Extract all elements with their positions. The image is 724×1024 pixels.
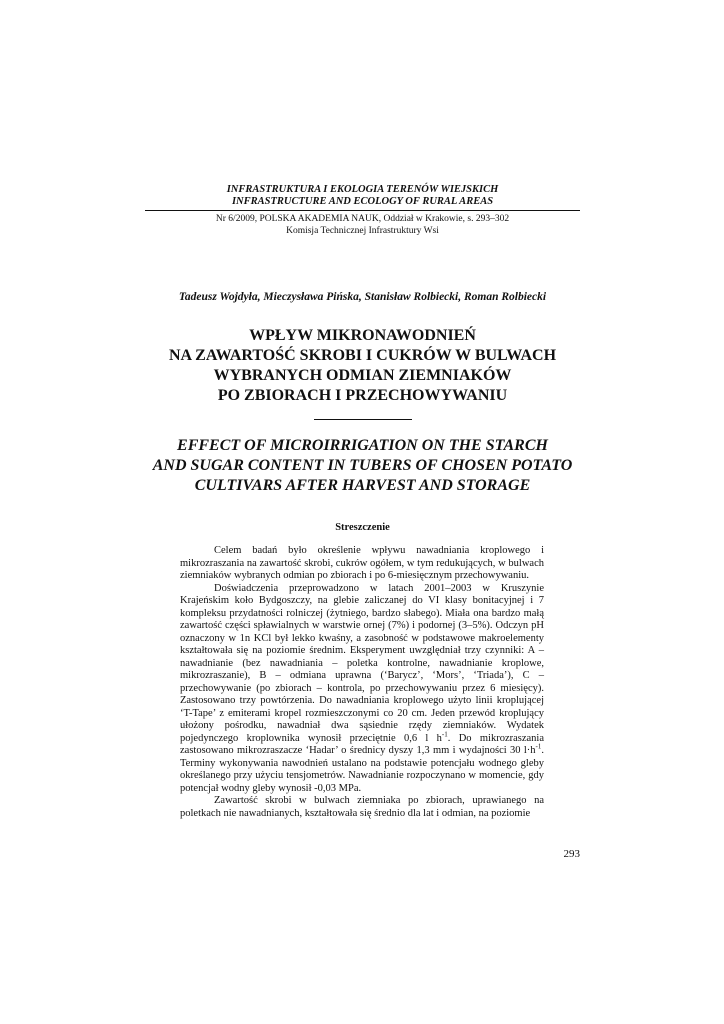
title-english-line: AND SUGAR CONTENT IN TUBERS OF CHOSEN POTATO [152,457,573,474]
page-number: 293 [563,848,580,860]
title-polish-line: WPŁYW MIKRONAWODNIEŃ [249,327,476,344]
journal-title-pl: INFRASTRUKTURA I EKOLOGIA TERENÓW WIEJSKICH [226,184,499,195]
paragraph: Zawartość skrobi w bulwach ziemniaka po zbiorach, uprawianego na poletkach nie nawadnianych, kształtowała się średnio dla lat i odmian, na poziomie [180,795,544,819]
title-english [145,436,580,496]
journal-title-en: INFRASTRUCTURE AND ECOLOGY OF RURAL AREAS [231,196,494,207]
paragraph-text: . Terminy wykonywania nawodnień ustalano na podstawie potencjału wodnego gleby określanego przy użyciu tensjometrów. Nawadnianie rozpoczynano w momencie, gdy potencjał wodny gleby wynosił -0,03 MPa. [180,745,544,794]
title-polish-line: NA ZAWARTOŚĆ SKROBI I CUKRÓW W BULWACH [168,347,557,364]
committee-line: Komisja Technicznej Infrastruktury Wsi [286,226,439,236]
title-polish-line: WYBRANYCH ODMIAN ZIEMNIAKÓW [213,367,512,384]
paragraph: Celem badań było określenie wpływu nawadniania kroplowego i mikrozraszania na zawartość skrobi, cukrów ogółem, w tym redukujących, w bulwach ziemniaków wybranych odmian po zbiorach i po 6-miesięcznym przechowywaniu. [180,545,544,581]
title-separator [314,419,412,420]
title-english-line: EFFECT OF MICROIRRIGATION ON THE STARCH [177,437,548,454]
title-polish [145,326,580,406]
abstract-heading: Streszczenie [335,522,390,533]
abstract-body [180,545,544,820]
title-english-line: CULTIVARS AFTER HARVEST AND STORAGE [194,477,531,494]
title-polish-line: PO ZBIORACH I PRZECHOWYWANIU [217,387,508,404]
authors: Tadeusz Wojdyła, Mieczysława Pińska, Stanisław Rolbiecki, Roman Rolbiecki [178,291,547,303]
superscript: -1 [535,742,542,751]
issue-line: Nr 6/2009, POLSKA AKADEMIA NAUK, Oddział w Krakowie, s. 293–302 [215,214,510,224]
paragraph-text: Doświadczenia przeprowadzono w latach 2001–2003 w Kruszynie Krajeńskim koło Bydgoszczy, na glebie zaliczanej do VI klasy bonitacyjnej i 7 kompleksu przydatności rolniczej (żytniego, bardzo słabego). Miała ona bardzo małą zawartość części spławialnych w warstwie ornej (7%) i podornej (3–5%). Odczyn pH oznaczony w 1n KCl był lekko kwaśny, a zasobność w podstawowe makroelementy kształtowała się na poziomie średnim. Eksperyment uwzględniał trzy czynniki: A – nawadnianie (bez nawadniania – poletka kontrolne, nawadnianie kroplowe, mikrozraszanie), B – odmiana uprawna (‘Barycz’, ‘Mors’, ‘Triada’), C – przechowywanie (po zbiorach – kontrola, po przechowywaniu przez 6 miesięcy). Zastosowano trzy powtórzenia. Do nawadniania kroplowego użyto linii kroplującej ‘T-Tape’ z emiterami kropel rozmieszczonymi co 20 cm. Jeden przewód kroplujący ułożony pośrodku, nawadniał dwa sąsiednie rzędy ziemniaków. Wydatek pojedynczego kroplownika wynosił przeciętnie 0,6 l h [180,582,544,744]
header-rule [145,210,580,211]
paragraph-text: . Do mikrozraszania zastosowano mikrozraszacze ‘Hadar’ o średnicy dyszy 1,3 mm i wydajności 30 l·h [180,732,545,756]
superscript: -1 [441,730,448,738]
paragraph [180,583,544,796]
